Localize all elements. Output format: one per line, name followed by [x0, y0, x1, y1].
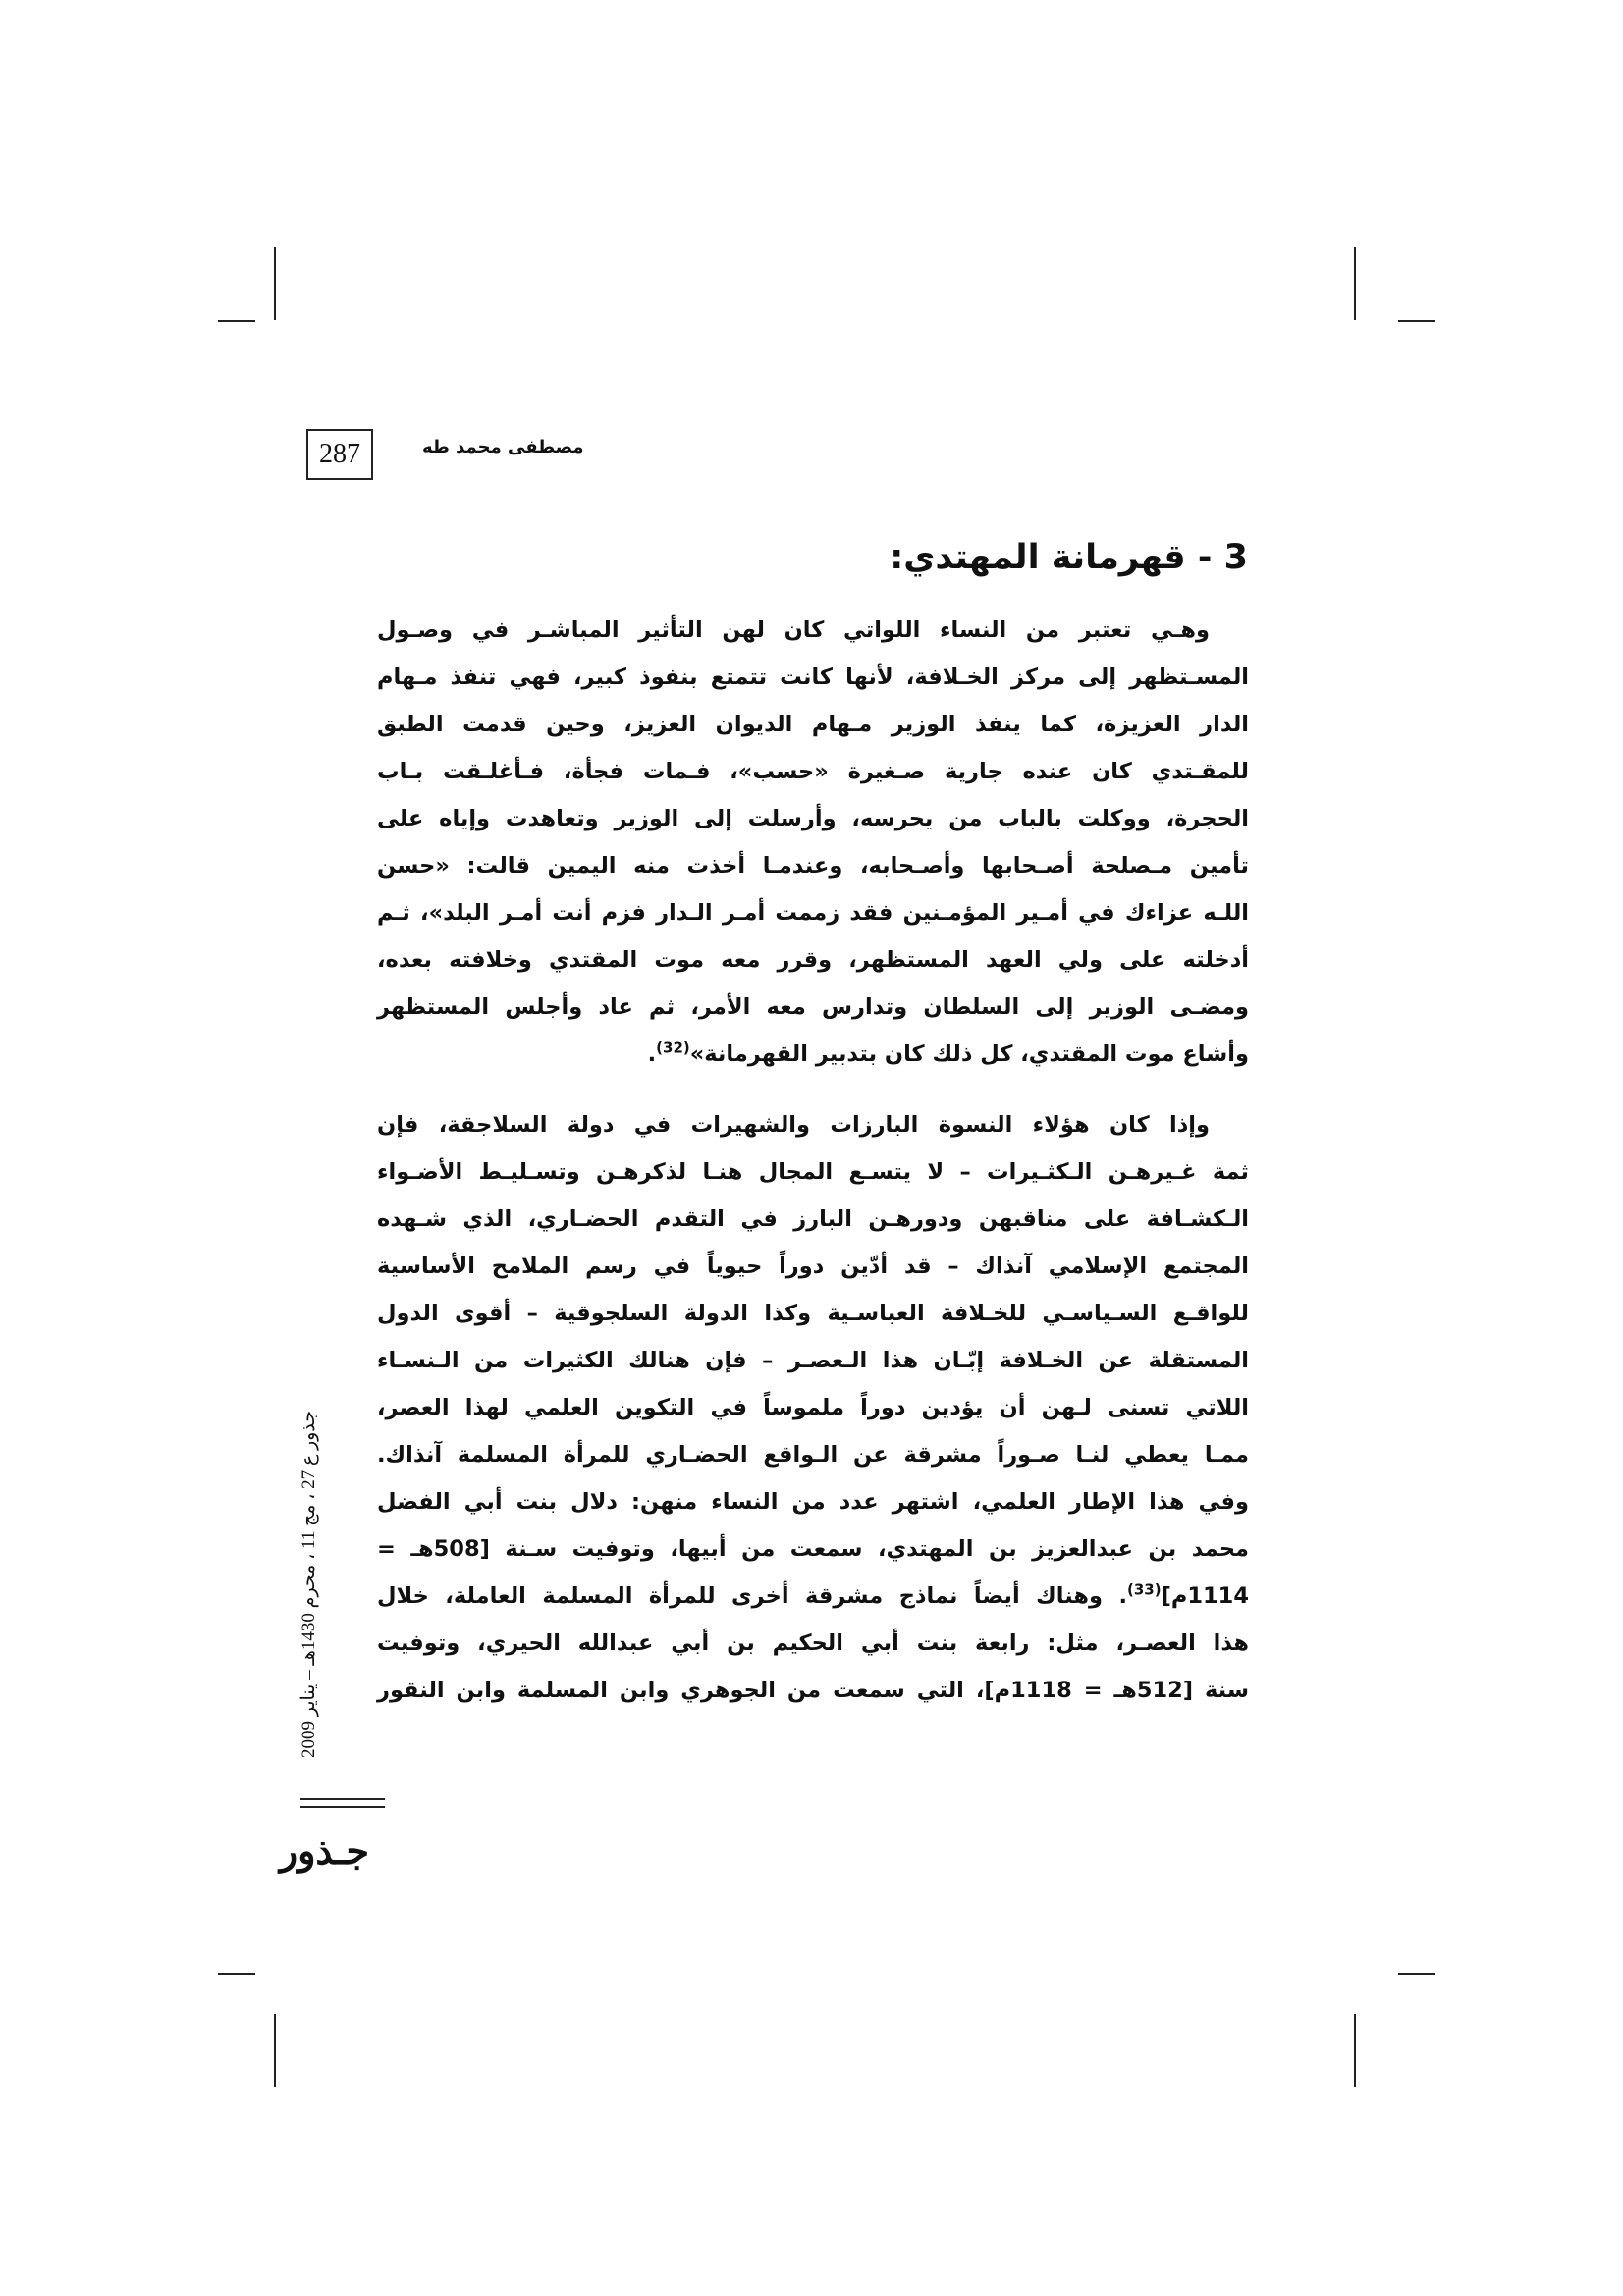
running-footer: جذور ع 27 ، مج 11 ، محرم 1430هـ – يناير 2009: [298, 1410, 319, 1759]
crop-mark-bottom-left-vertical: [274, 2014, 276, 2087]
author-name: مصطفى محمد طه: [422, 437, 584, 457]
crop-mark-bottom-right-vertical: [1354, 2014, 1356, 2087]
paragraph-line: للواقـع السـياسـي للخـلافة العباسـية وكذا الدولة السلجوقية – أقوى الدول: [377, 1301, 1249, 1326]
paragraph-line: تأمين مـصلحة أصـحابها وأصـحابه، وعندمـا أخذت منه اليمين قالت: «حسن: [377, 853, 1249, 879]
crop-mark-bottom-left-horizontal: [218, 1973, 255, 1975]
paragraph-line: الـكشـافة على مناقبهن ودورهـن البارز في التقدم الحضـاري، الذي شـهده: [377, 1206, 1249, 1232]
paragraph-line: هذا العصـر، مثل: رابعة بنت أبي الحكيم بن أبي عبدالله الحيري، وتوفيت: [377, 1630, 1249, 1656]
paragraph-line: الحجرة، ووكلت بالباب من يحرسه، وأرسلت إلى الوزير وتعاهدت وإياه على: [377, 806, 1249, 831]
footnote-ref-32[interactable]: (32): [656, 1039, 690, 1057]
body-text: [377, 607, 1249, 1714]
paragraph-line: سنة [512هـ = 1118م]، التي سمعت من الجوهري وابن المسلمة وابن النقور: [377, 1678, 1249, 1703]
paragraph-line: المجتمع الإسلامي آنذاك – قد أدّين دوراً حيوياً في رسم الملامح الأساسية: [377, 1254, 1249, 1279]
paragraph-line: للمقـتدي كان عنده جارية صـغيرة «حسب»، فـمات فجأة، فـأغلـقت بـاب: [377, 759, 1249, 784]
paragraph-line: ومضـى الوزير إلى السلطان وتدارس معه الأمر، ثم عاد وأجلس المستظهر: [377, 994, 1249, 1020]
paragraph-line: وأشاع موت المقتدي، كل ذلك كان بتدبير القهرمانة»$^{(32)}$.: [647, 1039, 1249, 1067]
paragraph-line: اللـه عزاءك في أمـير المؤمـنين فقد زممت أمـر الـدار فزم أنت أمـر البلد»، ثـم: [377, 900, 1249, 926]
paragraph-line: أدخلته على ولي العهد المستظهر، وقرر معه موت المقتدي وخلافته بعده،: [377, 947, 1249, 973]
line-text: وأشاع موت المقتدي، كل ذلك كان بتدبير القهرمانة»: [689, 1041, 1249, 1067]
paragraph-line: وهـي تعتبر من النساء اللواتي كان لهن التأثير المباشـر في وصـول: [377, 617, 1210, 643]
paragraph-line: [377, 1573, 1249, 1620]
paragraph-line: وفي هذا الإطار العلمي، اشتهر عدد من النساء منهن: دلال بنت أبي الفضل: [377, 1489, 1249, 1515]
page-number: 287: [306, 429, 373, 480]
footer-rule-bottom: [300, 1806, 385, 1808]
paragraph-line: المسـتظهر إلى مركز الخـلافة، لأنها كانت تتمتع بنفوذ كبير، فهي تنفذ مـهام: [377, 665, 1249, 690]
footer-rule-top: [300, 1798, 385, 1800]
crop-mark-top-right-vertical: [1354, 247, 1356, 320]
journal-logo: جـذور: [279, 1829, 369, 1873]
crop-mark-top-left-vertical: [274, 247, 276, 320]
line-text: . وهناك أيضاً نماذج مشرقة أخرى للمرأة المسلمة العاملة، خلال: [377, 1583, 1127, 1609]
paragraph-line: الدار العزيزة، كما ينفذ الوزير مـهام الديوان العزيز، وحين قدمت الطبق: [377, 712, 1249, 737]
paragraph-line: ثمة غـيرهـن الـكثـيرات – لا يتسـع المجال هنـا لذكرهـن وتسـليـط الأضـواء: [377, 1159, 1249, 1185]
paragraph-line: اللاتي تسنى لـهن أن يؤدين دوراً ملموساً في التكوين العلمي لهذا العصر،: [377, 1395, 1249, 1420]
line-text: 1114م]: [1161, 1583, 1249, 1609]
footnote-ref-33[interactable]: (33): [1127, 1580, 1162, 1599]
paragraph-line: المستقلة عن الخـلافة إبّـان هذا الـعصـر – فإن هنالك الكثيرات من الـنسـاء: [377, 1348, 1249, 1373]
crop-mark-top-left-horizontal: [218, 320, 255, 322]
paragraph-line: محمد بن عبدالعزيز بن المهتدي، سمعت من أبيها، وتوفيت سـنة [508هـ =: [377, 1536, 1249, 1562]
paragraph-1: [377, 607, 1249, 1078]
crop-mark-top-right-horizontal: [1398, 320, 1435, 322]
paragraph-line: وإذا كان هؤلاء النسوة البارزات والشهيرات في دولة السلاجقة، فإن: [377, 1112, 1210, 1138]
crop-mark-bottom-right-horizontal: [1398, 1973, 1435, 1975]
paragraph-2: [377, 1101, 1249, 1714]
paragraph-line: ممـا يعطي لنـا صـوراً مشرقة عن الـواقع الحضـاري للمرأة المسلمة آنذاك.: [377, 1442, 1249, 1468]
section-heading: 3 - قهرمانة المهتدي:: [890, 538, 1248, 577]
